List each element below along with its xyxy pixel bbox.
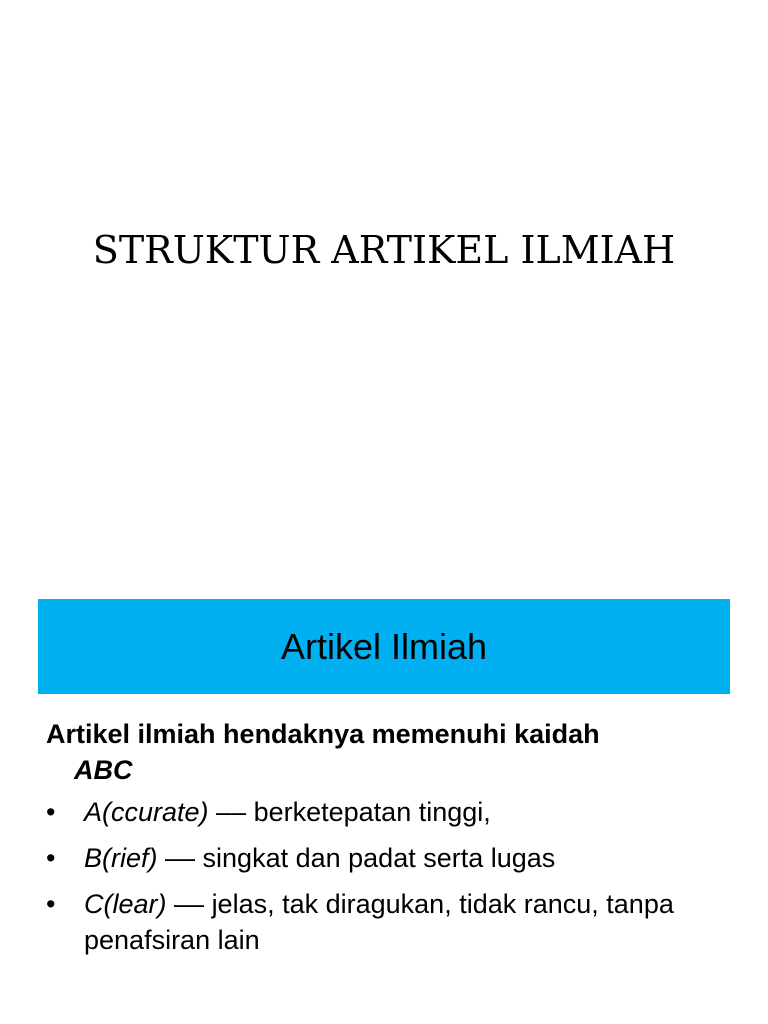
bullet-term: A(ccurate) [84,797,209,827]
bullet-term: B(rief) [84,843,158,873]
intro-emphasis: ABC [74,755,133,785]
content-slide [0,576,768,1024]
bullet-list [46,794,736,958]
bullet-dash: –– [166,889,212,919]
bullet-dot-icon: • [46,797,56,827]
bullet-dot-icon: • [46,889,56,919]
intro-paragraph [46,716,736,788]
bullet-dash: –– [208,797,254,827]
bullet-dash: –– [157,843,203,873]
list-item [46,886,736,958]
bullet-description: singkat dan padat serta lugas [202,843,556,873]
list-item [46,840,736,876]
bullet-dot-icon: • [46,843,56,873]
list-item [46,794,736,830]
slide-title: STRUKTUR ARTIKEL ILMIAH [92,228,676,272]
bullet-description: jelas, tak diragukan, tidak rancu, tanpa penafsiran lain [84,889,674,955]
title-banner [38,599,730,694]
bullet-term: C(lear) [84,889,167,919]
slide-body [46,716,736,968]
banner-title: Artikel Ilmiah [280,625,488,667]
bullet-description: berketepatan tinggi, [253,797,491,827]
intro-text: Artikel ilmiah hendaknya memenuhi kaidah [46,719,600,749]
